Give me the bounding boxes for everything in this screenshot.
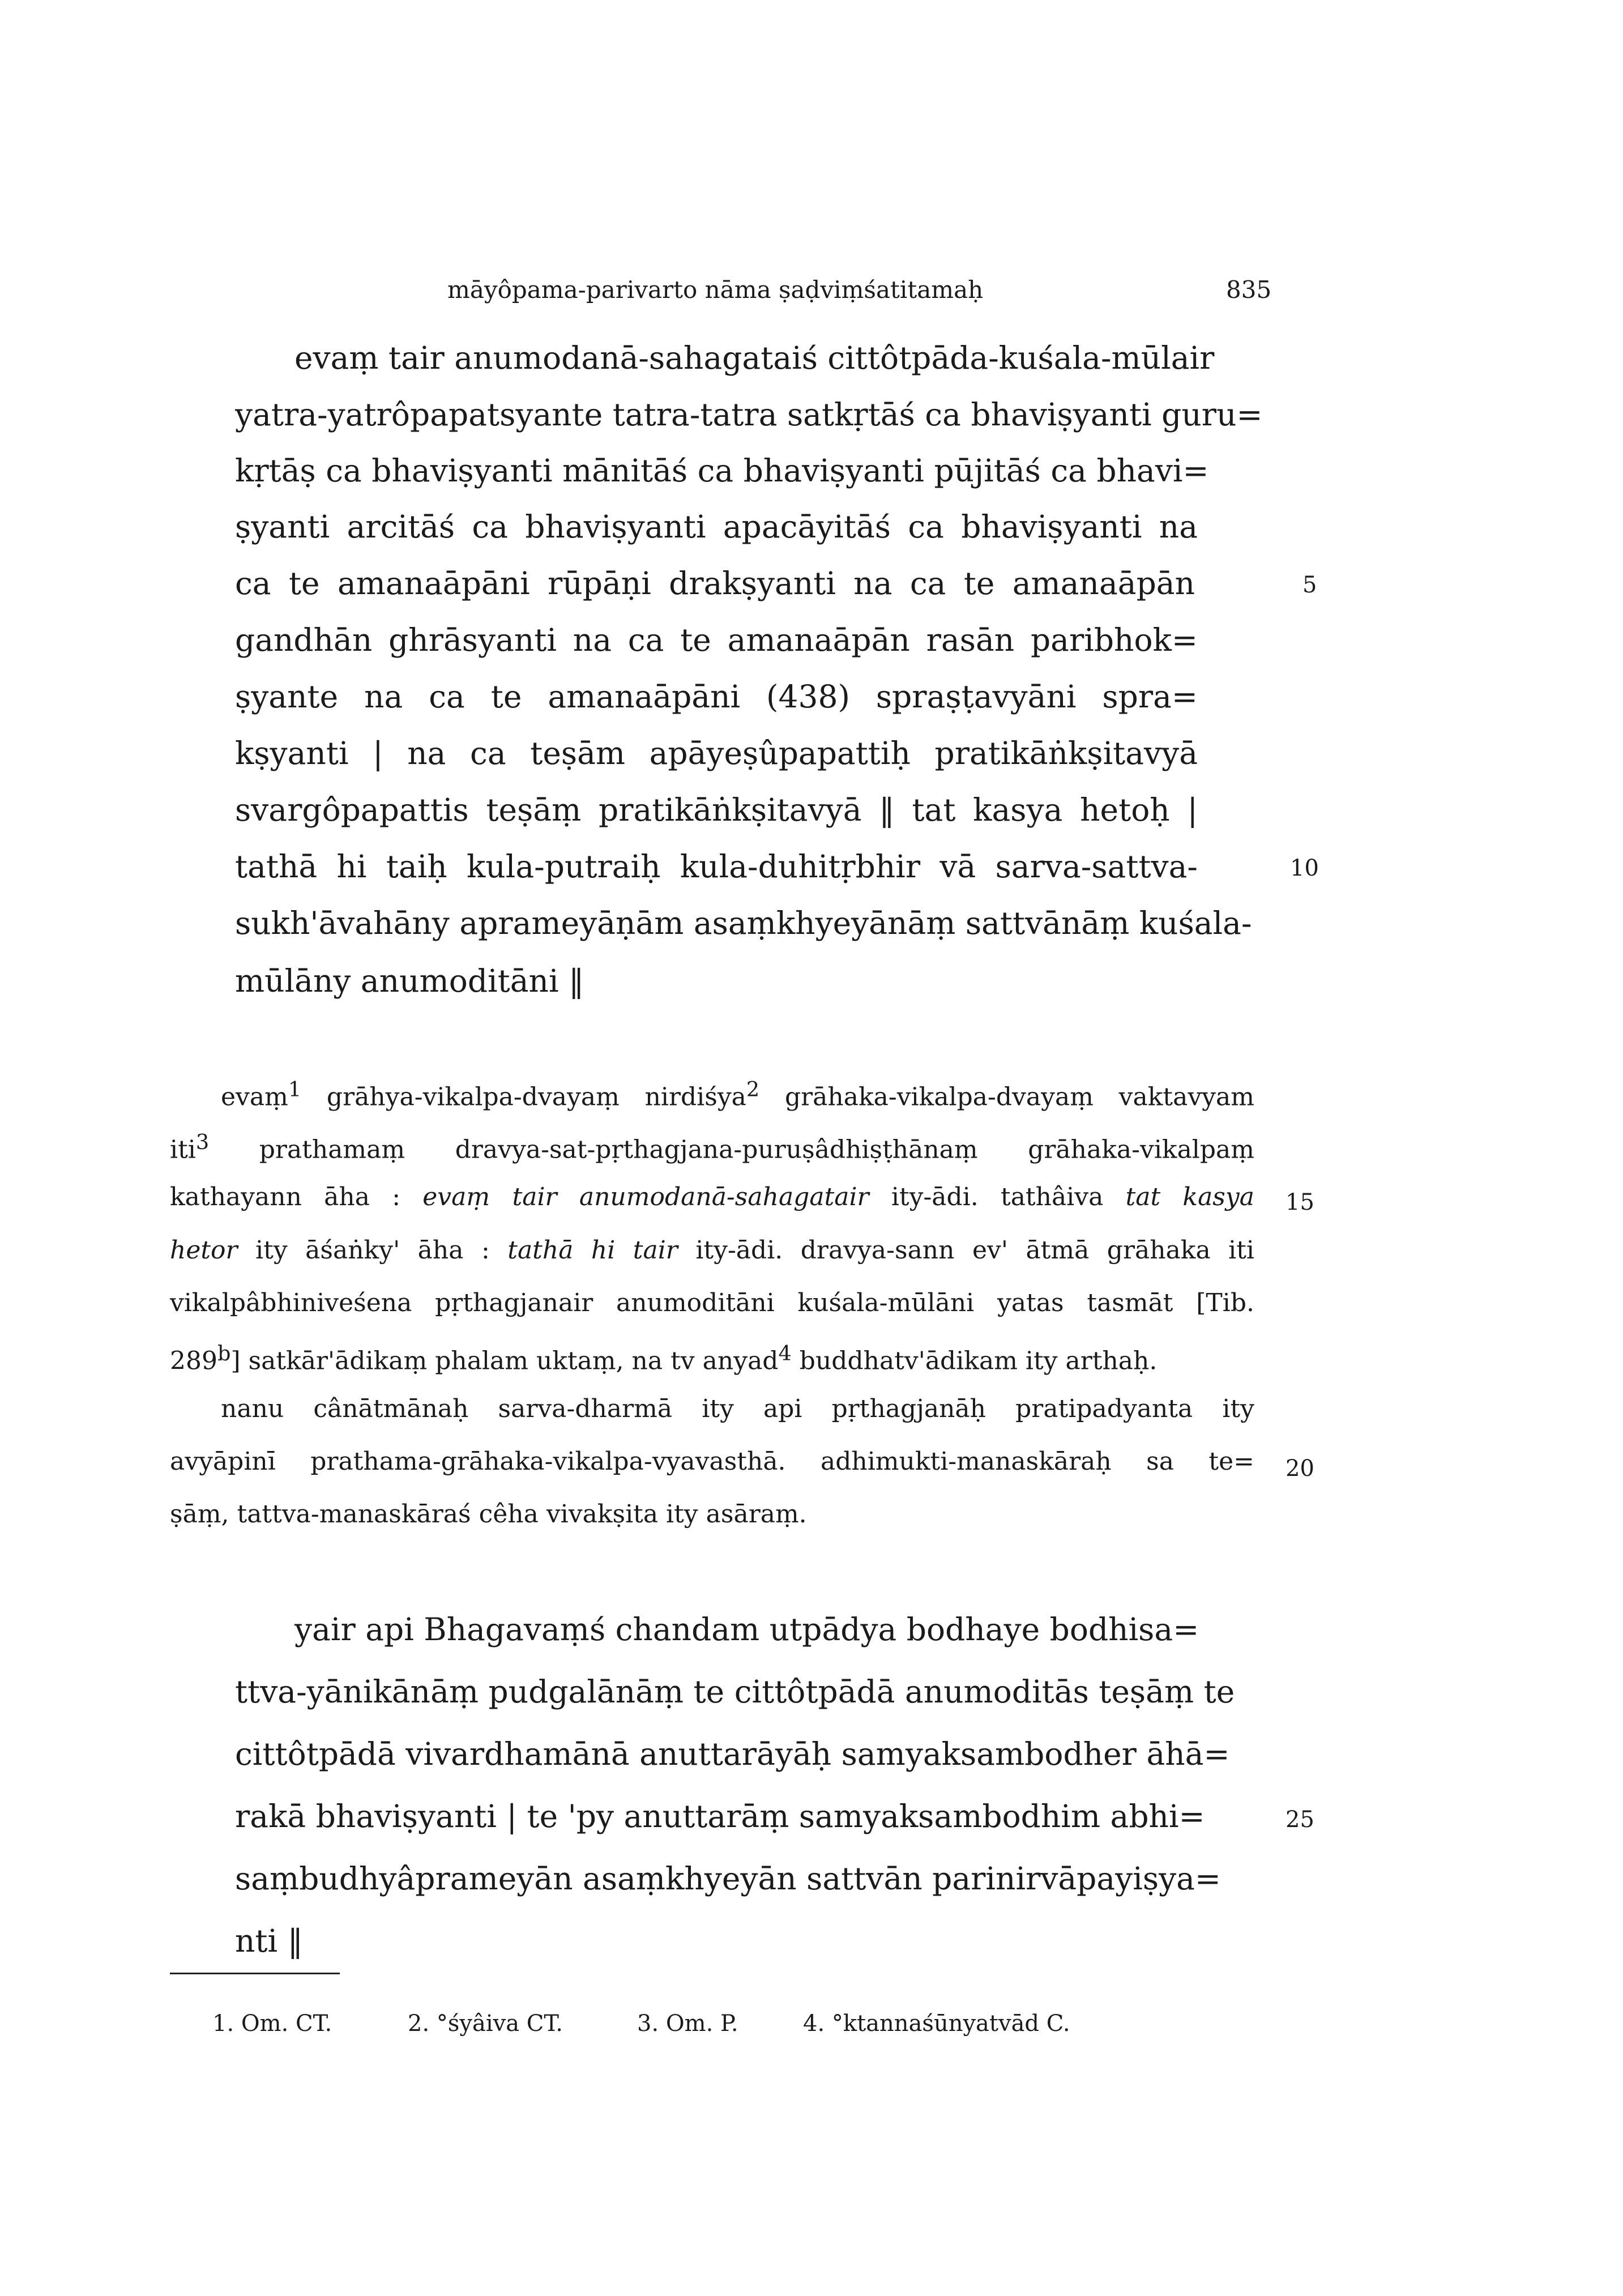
- main-line: kṣyanti | na ca teṣām apāyeṣûpapattiḥ pratikāṅkṣitavyā: [235, 735, 1198, 771]
- main-line: mūlāny anumoditāni ‖: [235, 963, 584, 999]
- line-number: 20: [1285, 1456, 1314, 1482]
- main-line: yair api Bhagavaṃś chandam utpādya bodhaye bodhisa=: [294, 1611, 1199, 1648]
- main-line: svargôpapattis teṣāṃ pratikāṅkṣitavyā ‖ tat kasya hetoḥ |: [235, 792, 1198, 828]
- line-number: 10: [1290, 855, 1319, 881]
- main-line: rakā bhaviṣyanti | te 'py anuttarāṃ samyaksambodhim abhi=: [235, 1798, 1205, 1834]
- commentary-line: ṣāṃ, tattva-manaskāraś cêha vivakṣita ity asāraṃ.: [170, 1500, 807, 1529]
- main-line: yatra-yatrôpapatsyante tatra-tatra satkṛtāś ca bhaviṣyanti guru=: [235, 396, 1263, 433]
- commentary-line: 289$^b$] satkār'ādikaṃ phalam uktaṃ, na tv anyad$^4$ buddhatv'ādikam ity arthaḥ.: [170, 1341, 1158, 1376]
- commentary-line: nanu cânātmānaḥ sarva-dharmā ity api pṛthagjanāḥ pratipadyanta ity: [221, 1394, 1254, 1423]
- page-number: 835: [1226, 276, 1272, 304]
- line-number: 25: [1285, 1807, 1314, 1833]
- main-line: sukh'āvahāny aprameyāṇām asaṃkhyeyānāṃ sattvānāṃ kuśala-: [235, 905, 1252, 941]
- main-line: tathā hi taiḥ kula-putraiḥ kula-duhitṛbhir vā sarva-sattva-: [235, 848, 1198, 885]
- main-line: gandhān ghrāsyanti na ca te amanaāpān rasān paribhok=: [235, 622, 1198, 658]
- main-line: ṣyanti arcitāś ca bhaviṣyanti apacāyitāś ca bhaviṣyanti na: [235, 509, 1198, 545]
- page-header-title: māyôpama-parivarto nāma ṣaḍviṃśatitamaḥ: [447, 276, 984, 304]
- main-line: evaṃ tair anumodanā-sahagataiś cittôtpāda-kuśala-mūlair: [294, 340, 1215, 376]
- footnote: 4. °ktannaśūnyatvād C.: [803, 2011, 1070, 2037]
- main-line: kṛtāṣ ca bhaviṣyanti mānitāś ca bhaviṣyanti pūjitāś ca bhavi=: [235, 453, 1209, 489]
- footnote: 3. Om. P.: [637, 2011, 738, 2037]
- main-line: cittôtpādā vivardhamānā anuttarāyāḥ samyaksambodher āhā=: [235, 1736, 1230, 1772]
- line-number: 5: [1302, 572, 1317, 598]
- main-line: nti ‖: [235, 1923, 304, 1959]
- footnote: 1. Om. CT.: [212, 2011, 332, 2037]
- main-line: saṃbudhyâprameyān asaṃkhyeyān sattvān parinirvāpayiṣya=: [235, 1860, 1221, 1897]
- commentary-line: avyāpinī prathama-grāhaka-vikalpa-vyavasthā. adhimukti-manaskāraḥ sa te=: [170, 1447, 1254, 1476]
- commentary-line: iti$^3$ prathamaṃ dravya-sat-pṛthagjana-puruṣâdhiṣṭhānaṃ grāhaka-vikalpaṃ: [170, 1130, 1254, 1164]
- main-line: ca te amanaāpāni rūpāṇi drakṣyanti na ca te amanaāpān: [235, 565, 1195, 601]
- commentary-line: hetor ity āśaṅky' āha : tathā hi tair ity-ādi. dravya-sann ev' ātmā grāhaka iti: [170, 1236, 1255, 1265]
- commentary-line: evaṃ$^1$ grāhya-vikalpa-dvayaṃ nirdiśya$^2$ grāhaka-vikalpa-dvayaṃ vaktavyam: [221, 1077, 1254, 1112]
- main-line: ṣyante na ca te amanaāpāni (438) spraṣṭavyāni spra=: [235, 678, 1198, 715]
- main-line: ttva-yānikānāṃ pudgalānāṃ te cittôtpādā anumoditās teṣāṃ te: [235, 1674, 1235, 1710]
- line-number: 15: [1285, 1189, 1314, 1215]
- footnote: 2. °śyâiva CT.: [408, 2011, 563, 2037]
- commentary-line: vikalpâbhiniveśena pṛthagjanair anumoditāni kuśala-mūlāni yatas tasmāt [Tib.: [170, 1288, 1254, 1317]
- footnote-rule: [170, 1973, 340, 1974]
- commentary-line: kathayann āha : evaṃ tair anumodanā-sahagatair ity-ādi. tathâiva tat kasya: [170, 1183, 1254, 1211]
